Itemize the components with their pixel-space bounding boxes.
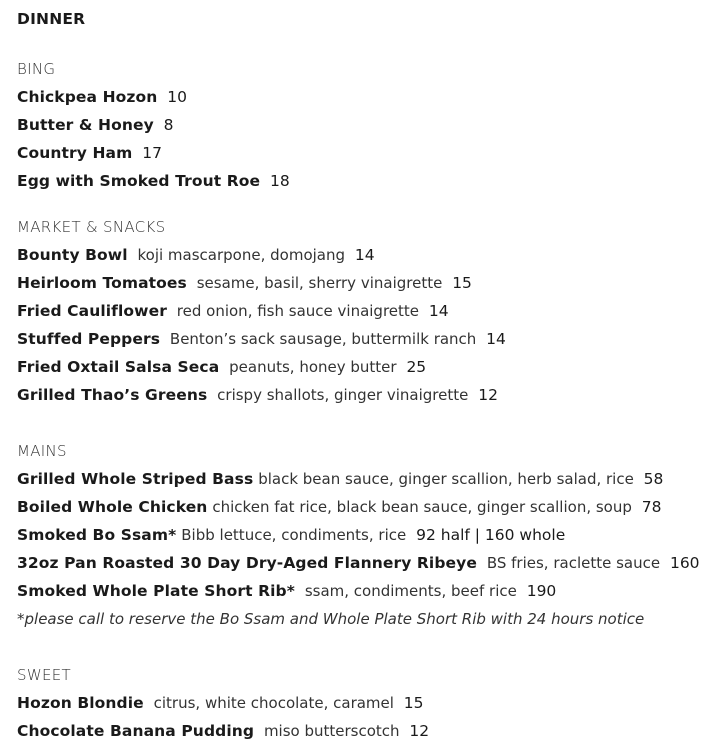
menu-item xyxy=(17,689,709,717)
item-description: black bean sauce, ginger scallion, herb salad, rice xyxy=(258,470,634,488)
item-name: Grilled Thao’s Greens xyxy=(17,386,208,404)
item-description: red onion, fish sauce vinaigrette xyxy=(176,302,420,320)
item-price: 25 xyxy=(406,358,427,376)
item-name: Smoked Bo Ssam* xyxy=(17,526,177,544)
menu-item xyxy=(17,241,709,269)
item-name: Smoked Whole Plate Short Rib* xyxy=(17,582,295,600)
spacer xyxy=(17,37,709,55)
item-price: 10 xyxy=(167,88,188,106)
item-name: Bounty Bowl xyxy=(17,246,128,264)
menu-item xyxy=(17,269,709,297)
item-price: 190 xyxy=(526,582,557,600)
item-description: citrus, white chocolate, caramel xyxy=(153,694,394,712)
item-description: peanuts, honey butter xyxy=(229,358,397,376)
item-name: Hozon Blondie xyxy=(17,694,144,712)
item-name: Butter & Honey xyxy=(17,116,154,134)
spacer xyxy=(17,633,709,661)
item-price: 15 xyxy=(452,274,472,292)
menu-item xyxy=(17,353,709,381)
item-price: 92 half | 160 whole xyxy=(416,526,566,544)
section-title: SWEET xyxy=(17,666,71,684)
item-price: 15 xyxy=(403,694,424,712)
section-bing xyxy=(17,55,709,195)
item-name: Stuffed Peppers xyxy=(17,330,161,348)
menu-item xyxy=(17,167,709,195)
item-description: ssam, condiments, beef rice xyxy=(304,582,517,600)
item-description: miso butterscotch xyxy=(263,722,400,740)
reservation-note: *please call to reserve the Bo Ssam and Whole Plate Short Rib with 24 hours notice xyxy=(17,610,645,628)
item-description: koji mascarpone, domojang xyxy=(137,246,346,264)
item-name: Chocolate Banana Pudding xyxy=(17,722,255,740)
menu-item xyxy=(17,381,709,409)
section-title: MARKET & SNACKS xyxy=(17,218,166,236)
menu-item xyxy=(17,465,709,493)
item-price: 78 xyxy=(641,498,662,516)
section-mains xyxy=(17,437,709,633)
item-price: 8 xyxy=(163,116,174,134)
item-name: Country Ham xyxy=(17,144,133,162)
item-description: BS fries, raclette sauce xyxy=(486,554,661,572)
menu-item xyxy=(17,83,709,111)
item-price: 12 xyxy=(409,722,430,740)
item-description: crispy shallots, ginger vinaigrette xyxy=(217,386,469,404)
item-name: Egg with Smoked Trout Roe xyxy=(17,172,261,190)
item-description: Bibb lettuce, condiments, rice xyxy=(181,526,407,544)
section-sweet xyxy=(17,661,709,745)
menu-item xyxy=(17,493,709,521)
item-name: Fried Cauliflower xyxy=(17,302,167,320)
item-price: 14 xyxy=(428,302,449,320)
spacer xyxy=(17,409,709,437)
spacer xyxy=(17,195,709,213)
item-price: 58 xyxy=(643,470,664,488)
section-title: MAINS xyxy=(17,442,67,460)
menu-item xyxy=(17,111,709,139)
menu-item xyxy=(17,717,709,745)
item-description: Benton’s sack sausage, buttermilk ranch xyxy=(169,330,477,348)
menu-title: DINNER xyxy=(17,10,86,28)
item-name: Grilled Whole Striped Bass xyxy=(17,470,254,488)
menu-item xyxy=(17,139,709,167)
item-name: Fried Oxtail Salsa Seca xyxy=(17,358,220,376)
menu-item xyxy=(17,549,709,577)
item-name: Chickpea Hozon xyxy=(17,88,158,106)
section-title: BING xyxy=(17,60,56,78)
item-price: 17 xyxy=(142,144,162,162)
item-name: 32oz Pan Roasted 30 Day Dry-Aged Flannery Ribeye xyxy=(17,554,477,572)
section-market-snacks xyxy=(17,213,709,409)
item-price: 12 xyxy=(478,386,498,404)
item-description: sesame, basil, sherry vinaigrette xyxy=(196,274,443,292)
item-price: 14 xyxy=(354,246,375,264)
item-price: 160 xyxy=(669,554,700,572)
item-name: Boiled Whole Chicken xyxy=(17,498,208,516)
item-price: 18 xyxy=(269,172,290,190)
menu-item xyxy=(17,521,709,549)
menu-item xyxy=(17,325,709,353)
item-price: 14 xyxy=(486,330,506,348)
menu-item xyxy=(17,577,709,605)
item-name: Heirloom Tomatoes xyxy=(17,274,187,292)
item-description: chicken fat rice, black bean sauce, ginger scallion, soup xyxy=(212,498,632,516)
menu-item xyxy=(17,297,709,325)
